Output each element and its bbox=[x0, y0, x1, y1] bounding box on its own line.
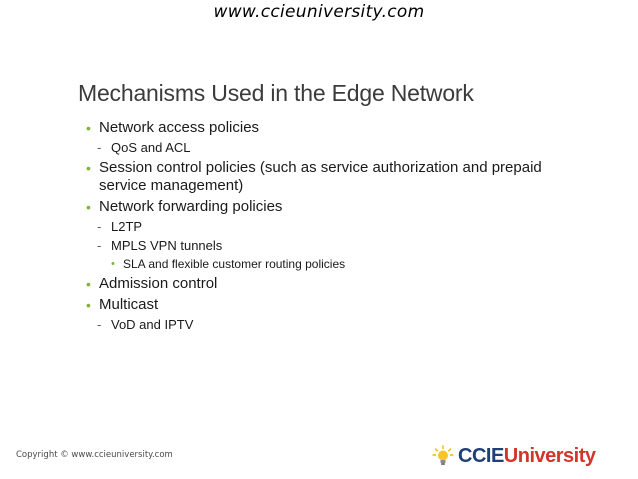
logo-text-ccie: CCIE bbox=[458, 444, 504, 467]
lightbulb-icon bbox=[432, 445, 454, 467]
bullet-text: Network access policies bbox=[99, 119, 260, 136]
bullet-text: Session control policies (such as service authorization and prepaid service management) bbox=[99, 159, 542, 194]
bullet-item-level-1 bbox=[0, 198, 559, 216]
bullet-item-level-1 bbox=[0, 275, 559, 293]
bullet-item-level-1 bbox=[0, 296, 559, 314]
bullet-marker: • bbox=[86, 160, 91, 176]
bullet-item-level-2 bbox=[0, 139, 638, 156]
bullet-marker: • bbox=[86, 276, 91, 292]
slide-title: Mechanisms Used in the Edge Network bbox=[78, 80, 474, 106]
bullet-marker: - bbox=[97, 238, 102, 253]
bullet-text: Admission control bbox=[99, 275, 218, 292]
bullet-marker: • bbox=[86, 297, 91, 313]
bullet-item-level-1 bbox=[0, 119, 559, 137]
bullet-text: VoD and IPTV bbox=[111, 317, 194, 332]
bullet-item-level-3 bbox=[0, 256, 638, 272]
header-url: www.ccieuniversity.com bbox=[213, 2, 425, 22]
bullet-list bbox=[0, 116, 638, 333]
bullet-marker: - bbox=[97, 317, 102, 332]
bullet-text: MPLS VPN tunnels bbox=[111, 238, 223, 253]
bullet-marker: - bbox=[97, 140, 102, 155]
ccie-university-logo bbox=[432, 443, 596, 469]
bullet-marker: - bbox=[97, 219, 102, 234]
bullet-marker: • bbox=[111, 258, 115, 270]
bullet-marker: • bbox=[86, 199, 91, 215]
bullet-item-level-1 bbox=[0, 159, 559, 195]
bullet-item-level-2 bbox=[0, 316, 638, 333]
bullet-text: L2TP bbox=[111, 219, 143, 234]
bullet-item-level-2 bbox=[0, 218, 638, 235]
bullet-text: QoS and ACL bbox=[111, 140, 191, 155]
bullet-item-level-2 bbox=[0, 237, 638, 254]
bullet-text: Multicast bbox=[99, 296, 159, 313]
footer-copyright: Copyright © www.ccieuniversity.com bbox=[16, 450, 173, 460]
logo-text-university: University bbox=[503, 444, 596, 467]
bullet-marker: • bbox=[86, 120, 91, 136]
bullet-text: Network forwarding policies bbox=[99, 198, 283, 215]
bullet-text: SLA and flexible customer routing policies bbox=[123, 257, 346, 271]
